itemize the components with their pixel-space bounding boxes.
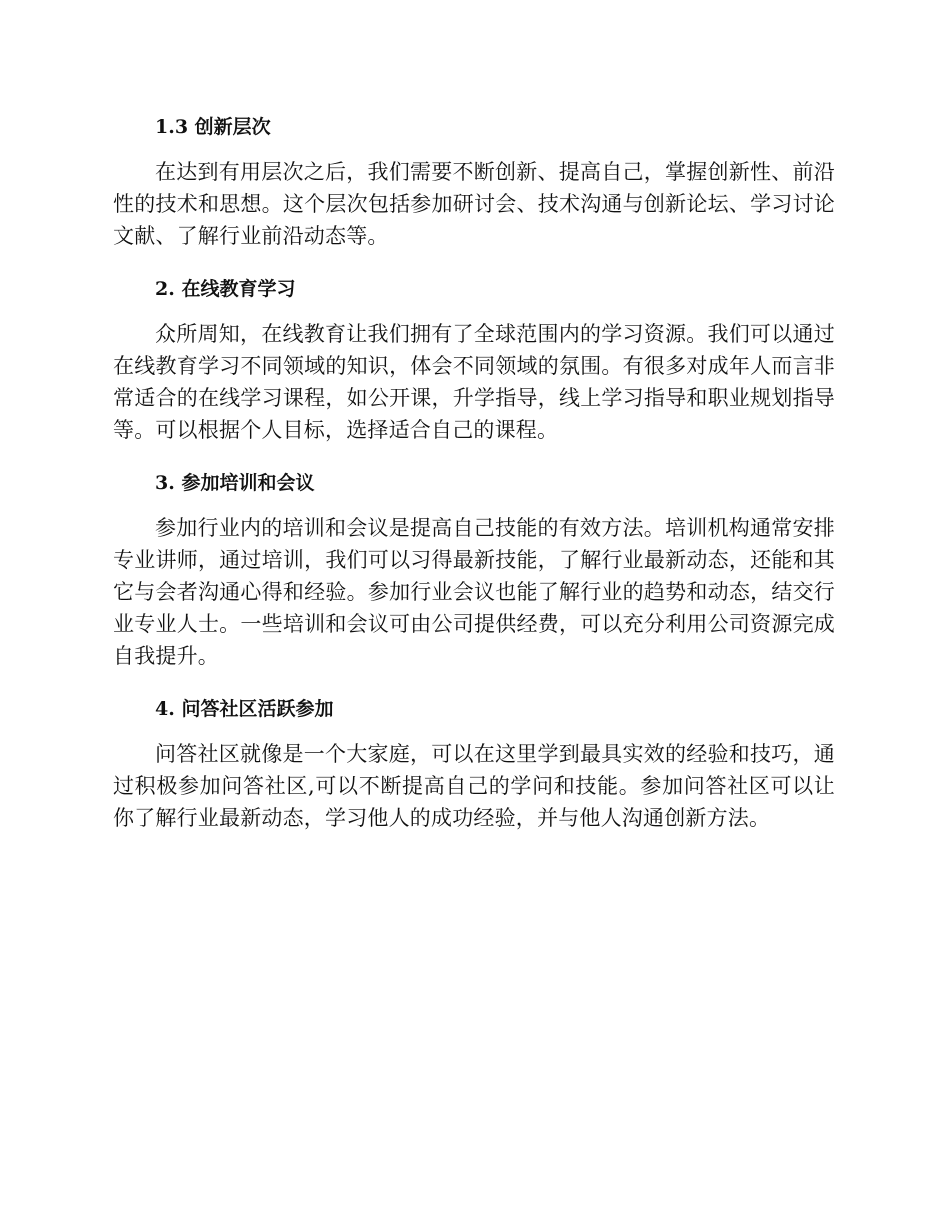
section-heading-qa-community: 4. 问答社区活跃参加 (155, 698, 334, 720)
section-body-training-conferences: 参加行业内的培训和会议是提高自己技能的有效方法。培训机构通常安排专业讲师，通过培训，我们可以习得最新技能，了解行业最新动态，还能和其它与会者沟通心得和经验。参加行业会议也能了解行业的趋势和动态，结交行业专业人士。一些培训和会议可由公司提供经费，可以充分利用公司资源完成自我提升。 (113, 516, 835, 668)
section-heading-training-conferences: 3. 参加培训和会议 (155, 472, 315, 494)
section-body-innovation-level: 在达到有用层次之后，我们需要不断创新、提高自己，掌握创新性、前沿性的技术和思想。这个层次包括参加研讨会、技术沟通与创新论坛、学习讨论文献、了解行业前沿动态等。 (113, 160, 835, 248)
document-content (113, 108, 835, 852)
section-body-online-education: 众所周知，在线教育让我们拥有了全球范围内的学习资源。我们可以通过在线教育学习不同领域的知识，体会不同领域的氛围。有很多对成年人而言非常适合的在线学习课程，如公开课，升学指导，线上学习指导和职业规划指导等。可以根据个人目标，选择适合自己的课程。 (113, 322, 835, 442)
section-body-qa-community: 问答社区就像是一个大家庭，可以在这里学到最具实效的经验和技巧，通过积极参加问答社区,可以不断提高自己的学问和技能。参加问答社区可以让你了解行业最新动态，学习他人的成功经验，并与他人沟通创新方法。 (113, 742, 835, 830)
section-heading-online-education: 2. 在线教育学习 (155, 278, 296, 300)
section-heading-innovation-level: 1.3 创新层次 (155, 116, 271, 138)
